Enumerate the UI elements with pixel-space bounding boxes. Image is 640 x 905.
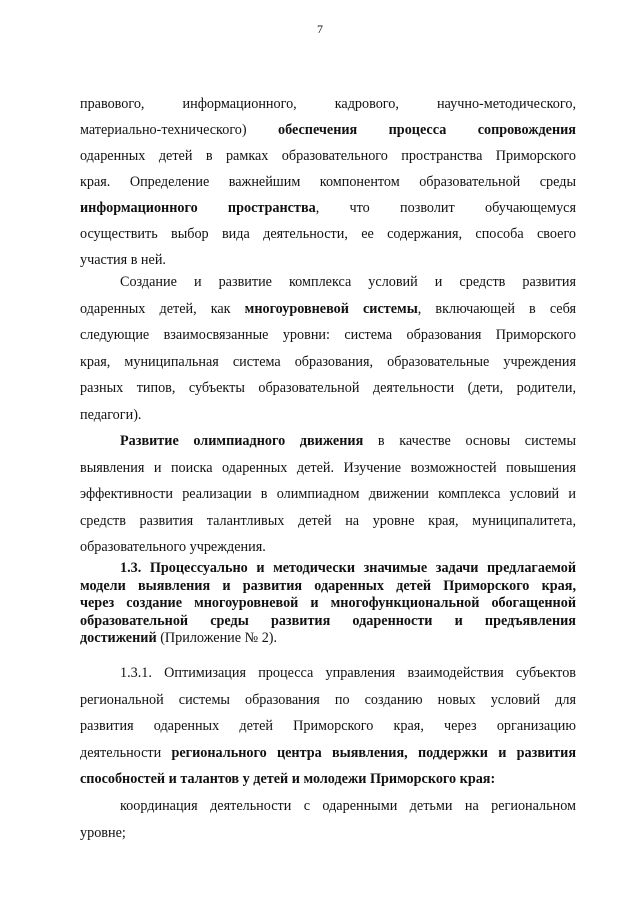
text-line: деятельности регионального центра выявления, поддержки и развития (80, 744, 577, 761)
text-line: осуществить выбор вида деятельности, ее содержания, способа своего (80, 226, 576, 242)
text-line: координация деятельности с одаренными детьми на региональном (120, 798, 576, 814)
text-line: материально-технического) обеспечения процесса сопровождения (80, 122, 576, 138)
heading-line: модели выявления и развития одаренных детей Приморского края, (80, 577, 576, 594)
paragraph-multilevel-system (80, 269, 576, 429)
text-line: эффективности реализации в олимпиадном движении комплекса условий и (80, 486, 576, 503)
paragraph-coordination (80, 793, 576, 846)
text-line: педагоги). (80, 406, 142, 423)
heading-line: образовательной среды развития одаренности и предъявления (80, 612, 576, 629)
heading-line: достижений (Приложение № 2). (80, 630, 278, 646)
paragraph-support (80, 91, 576, 273)
section-heading-1-3 (80, 560, 576, 648)
text-line: Развитие олимпиадного движения в качестве основы системы (120, 433, 576, 449)
text-line: образовательного учреждения. (80, 539, 266, 556)
text-line: способностей и талантов у детей и молодежи Приморского края: (80, 771, 496, 788)
text-line: средств развития талантливых детей на уровне края, муниципалитета, (80, 512, 576, 529)
paragraph-olympiad (80, 428, 576, 561)
text-line: Создание и развитие комплекса условий и средств развития (120, 274, 576, 290)
text-line: одаренных детей в рамках образовательного пространства Приморского (80, 148, 576, 164)
text-line: одаренных детей, как многоуровневой системы, включающей в себя (80, 300, 576, 317)
text-line: региональной системы образования по созданию новых условий для (80, 691, 576, 708)
text-line: выявления и поиска одаренных детей. Изучение возможностей повышения (80, 459, 576, 476)
text-line: края, муниципальная система образования, образовательные учреждения (80, 353, 576, 370)
text-line: края. Определение важнейшим компонентом образовательной среды (80, 174, 576, 190)
text-line: разных типов, субъекты образовательной деятельности (дети, родители, (80, 380, 576, 397)
heading-line: через создание многоуровневой и многофункциональной обогащенной (80, 595, 576, 611)
paragraph-1-3-1 (80, 660, 576, 793)
text-line: развития одаренных детей Приморского края, через организацию (80, 718, 576, 735)
text-line: информационного пространства, что позволит обучающемуся (80, 200, 576, 216)
page-number: 7 (317, 22, 323, 36)
text-line: участия в ней. (80, 252, 166, 268)
text-line: правового, информационного, кадрового, научно-методического, (80, 96, 576, 112)
heading-line: 1.3. Процессуально и методически значимые задачи предлагаемой (120, 560, 576, 576)
text-line: следующие взаимосвязанные уровни: система образования Приморского (80, 327, 576, 344)
text-line: 1.3.1. Оптимизация процесса управления взаимодействия субъектов (120, 665, 576, 681)
text-line: уровне; (80, 824, 126, 841)
